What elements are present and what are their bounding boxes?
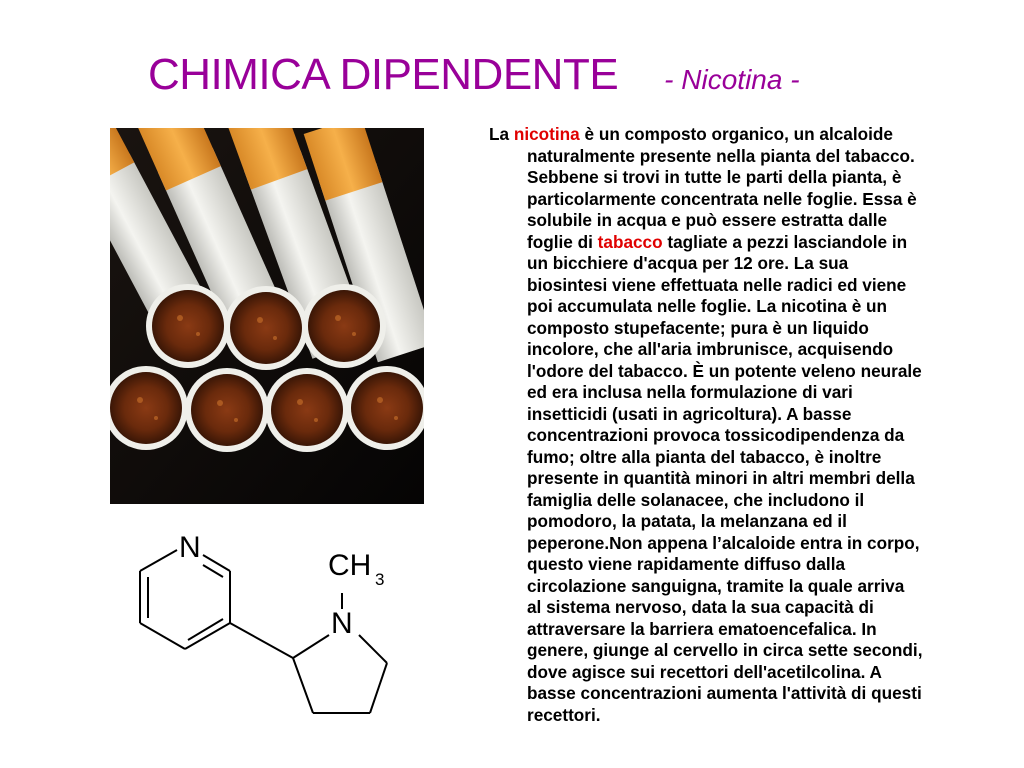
text-line: fumo; oltre alla pianta del tabacco, è inoltre [527, 446, 882, 467]
text-segment: è un composto organico, un alcaloide [579, 124, 893, 144]
bond [203, 565, 223, 577]
bond [230, 623, 293, 658]
text-line: peperone.Non appena l’alcaloide entra in corpo, [527, 532, 920, 553]
text-line: poi accumulata nelle foglie. La nicotina è un [527, 296, 888, 316]
text-line: composto stupefacente; pura è un liquido [527, 317, 869, 338]
bond [203, 555, 230, 571]
slide-title [148, 50, 800, 100]
text-line: naturalmente presente nella pianta del tabacco. [527, 145, 915, 166]
text-line: insetticidi (usati in agricoltura). A basse [527, 403, 852, 424]
highlighted-term: nicotina [513, 124, 580, 144]
text-line: basse concentrazioni aumenta l'attività di questi [527, 683, 922, 703]
text-line: concentrazioni provoca tossicodipendenza da [527, 425, 905, 445]
methyl-group: CH [328, 549, 372, 582]
text-line: attraversare la barriera ematoencefalica. In [527, 618, 877, 639]
bond [293, 658, 313, 713]
cigarettes-photo [110, 128, 424, 504]
text-line: questo viene rapidamente diffuso dalla [527, 554, 846, 574]
text-line: incolore, che all'aria imbrunisce, acquisendo [527, 339, 894, 359]
text-segment: foglie di [527, 231, 598, 252]
highlighted-term: tabacco [597, 231, 663, 252]
title-main: CHIMICA DIPENDENTE [148, 50, 619, 99]
text-line: un bicchiere d'acqua per 12 ore. La sua [527, 253, 849, 273]
text-line: famiglia delle solanacee, che includono il [527, 489, 865, 510]
text-line: recettori. [527, 704, 601, 725]
text-line: dove agisce sui recettori dell'acetilcolina. A [527, 661, 882, 682]
bond [140, 623, 185, 649]
text-line: genere, giunge al cervello in circa sette secondi, [527, 640, 923, 660]
text-segment: La [489, 124, 514, 144]
atom-n-pyridine: N [179, 531, 201, 564]
nicotine-structure [125, 515, 415, 730]
text-line [489, 232, 1019, 254]
methyl-subscript: 3 [375, 570, 385, 589]
bond [293, 635, 329, 658]
bond [370, 663, 387, 713]
text-line: presente in quantità minori in altri membri della [527, 468, 915, 488]
bond [185, 623, 230, 649]
text-line: l'odore del tabacco. È un potente veleno neurale [527, 360, 922, 381]
text-line: Sebbene si trovi in tutte le parti della pianta, è [527, 167, 902, 187]
text-line: particolarmente concentrata nelle foglie. Essa è [527, 188, 917, 209]
cigarettes-illustration [110, 128, 424, 504]
text-line: solubile in acqua e può essere estratta dalle [527, 210, 888, 230]
text-line: al sistema nervoso, data la sua capacità di [527, 597, 874, 617]
text-line: circolazione sanguigna, tramite la quale arriva [527, 575, 905, 596]
text-line: biosintesi viene effettuata nelle radici ed viene [527, 274, 907, 295]
nicotine-description [489, 124, 1019, 726]
text-line: ed era inclusa nella formulazione di vari [527, 382, 853, 402]
bond [140, 550, 177, 571]
nicotine-molecule-diagram [125, 515, 415, 730]
text-segment: tagliate a pezzi lasciandole in [662, 231, 908, 252]
bond [359, 635, 387, 663]
text-line: pomodoro, la patata, la melanzana ed il [527, 511, 847, 531]
atom-n-pyrrolidine: N [331, 607, 353, 640]
text-line [489, 124, 1019, 146]
title-subtitle: - Nicotina - [664, 64, 800, 95]
